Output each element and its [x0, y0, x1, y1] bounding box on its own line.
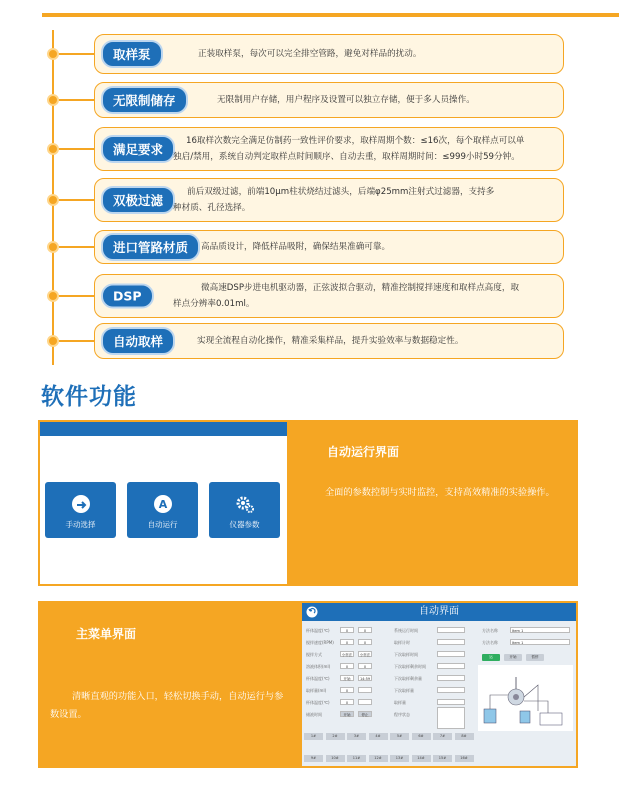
main-menu-title: 主菜单界面	[76, 627, 137, 641]
vessel-tab[interactable]: 3#	[347, 733, 366, 740]
feature-label: DSP	[101, 284, 154, 309]
param-value[interactable]	[358, 687, 372, 693]
feature-label: 进口管路材质	[101, 233, 200, 261]
param-value[interactable]: 开始	[340, 711, 354, 717]
gear-icon	[235, 494, 255, 514]
vessel-tab[interactable]: 8#	[455, 733, 474, 740]
feature-label: 自动取样	[101, 327, 175, 355]
feature-card	[94, 230, 564, 264]
manual-select-icon	[71, 494, 91, 514]
status-label: 程序状态	[394, 712, 410, 717]
timeline-dot	[47, 290, 59, 302]
method-select[interactable]: Item 1	[510, 639, 570, 645]
vessel-tab[interactable]: 7#	[433, 733, 452, 740]
timeline-dot	[47, 94, 59, 106]
vessel-tab[interactable]: 13#	[390, 755, 409, 762]
param-label: 储液时间	[306, 712, 322, 717]
param-label: 杯体温度(℃)	[306, 676, 330, 681]
vessel-tab[interactable]: 14#	[412, 755, 431, 762]
tile-label: 自动运行	[147, 520, 178, 529]
feature-desc-line: 正装取样泵，每次可以完全排空管路，避免对样品的扰动。	[198, 49, 422, 59]
control-button[interactable]: 暂停	[526, 654, 544, 661]
feature-label: 取样泵	[101, 40, 163, 68]
feature-desc	[201, 239, 390, 255]
param-label: 搅拌方式	[306, 652, 322, 657]
auto-run-desc-text: 全面的参数控制与实时监控，支持高效精准的实验操作。	[325, 487, 555, 498]
tile-manual[interactable]	[45, 482, 116, 538]
param-value[interactable]: 0	[358, 639, 372, 645]
status-value	[437, 707, 465, 729]
timeline-dot	[47, 48, 59, 60]
feature-desc	[95, 133, 563, 165]
status-value	[437, 639, 465, 645]
feature-desc-line: 无限制用户存储，用户程序及设置可以独立存储，便于多人员操作。	[217, 95, 475, 105]
param-value[interactable]: 0	[340, 639, 354, 645]
status-value	[437, 663, 465, 669]
auto-run-icon	[153, 494, 173, 514]
status-value	[437, 675, 465, 681]
feature-desc-line: 实现全流程自动化操作，精准采集样品，提升实验效率与数据稳定性。	[197, 336, 464, 346]
vessel-tab[interactable]: 4#	[369, 733, 388, 740]
param-value[interactable]: 0	[340, 663, 354, 669]
timeline-dot	[47, 143, 59, 155]
param-value[interactable]: 0	[340, 627, 354, 633]
auto-run-screenshot	[40, 422, 287, 584]
timeline-dot	[47, 335, 59, 347]
feature-desc-line: 样点分辨率0.01ml。	[173, 299, 255, 309]
main-menu-screenshot	[302, 603, 576, 766]
timeline-connector	[59, 295, 96, 297]
auto-run-desc	[303, 484, 563, 501]
param-value[interactable]: 小杯法	[341, 653, 353, 657]
param-value[interactable]: 0	[340, 687, 354, 693]
vessel-tab[interactable]: 16#	[455, 755, 474, 762]
back-icon[interactable]	[306, 606, 318, 618]
auto-run-title: 自动运行界面	[327, 445, 400, 459]
param-value[interactable]	[358, 699, 372, 705]
param-label: 杯体温度(℃)	[306, 628, 330, 633]
status-label: 下次取样剩余量	[394, 676, 422, 681]
status-label: 下次取样时间	[394, 652, 418, 657]
status-label: 取样量	[394, 700, 406, 705]
status-label: 下次取样剩余时间	[394, 664, 426, 669]
feature-card	[94, 82, 564, 118]
status-label: 下次取样量	[394, 688, 414, 693]
timeline-dot	[47, 194, 59, 206]
feature-desc-line: 高品质设计，降低样品吸附，确保结果准确可靠。	[201, 242, 391, 252]
method-label: 方法名称	[482, 628, 498, 633]
section-title: 软件功能	[41, 384, 137, 410]
method-label: 方法名称	[482, 640, 498, 645]
vessel-tab[interactable]: 10#	[326, 755, 345, 762]
screen-header	[40, 422, 287, 436]
svg-text:A: A	[158, 498, 167, 511]
feature-label: 无限制储存	[101, 86, 188, 114]
timeline-connector	[59, 199, 96, 201]
vessel-tab[interactable]: 6#	[412, 733, 431, 740]
vessel-tab[interactable]: 15#	[433, 755, 452, 762]
feature-desc	[95, 184, 563, 216]
feature-desc-line: 微高速DSP步进电机驱动器，正弦波拟合驱动，精准控制搅拌速度和取样点高度，取	[201, 283, 520, 293]
control-button[interactable]: 开始	[504, 654, 522, 661]
tile-label: 仪器参数	[229, 520, 260, 529]
feature-label: 双极过滤	[101, 186, 175, 214]
feature-desc-line: 种材质、孔径选择。	[173, 203, 251, 213]
feature-desc	[95, 280, 563, 312]
tile-label: 手动选择	[65, 520, 96, 529]
feature-card	[94, 127, 564, 171]
status-label: 取样计时	[394, 640, 410, 645]
vessel-tab[interactable]: 2#	[326, 733, 345, 740]
status-value	[437, 687, 465, 693]
main-menu-desc	[50, 688, 292, 724]
param-value[interactable]: 0	[358, 627, 372, 633]
param-label: 溶液体积(ml)	[306, 664, 331, 669]
status-label: 系统运行时间	[394, 628, 418, 633]
vessel-tab[interactable]: 12#	[369, 755, 388, 762]
method-select[interactable]: Item 1	[510, 627, 570, 633]
feature-desc-line: 前后双级过滤，前端10μm柱状烧结过滤头，后端φ25mm注射式过滤器，支持多	[187, 187, 495, 197]
param-value[interactable]: 0	[358, 663, 372, 669]
top-accent-bar	[42, 13, 619, 17]
timeline-connector	[59, 53, 96, 55]
vessel-tab[interactable]: 5#	[390, 733, 409, 740]
sampling-diagram	[478, 665, 573, 731]
feature-desc-line: 16取样次数完全满足仿制药一致性评价要求，取样周期个数：≤16次，每个取样点可以单	[186, 136, 525, 146]
screen-title: 自动界面	[419, 606, 459, 617]
param-label: 搅拌速度(RPM)	[306, 640, 334, 645]
timeline-connector	[59, 148, 96, 150]
feature-label: 满足要求	[101, 135, 175, 163]
param-value[interactable]: 14:59	[359, 677, 371, 681]
feature-desc	[198, 46, 421, 62]
status-value	[437, 627, 465, 633]
param-value[interactable]: 开始	[340, 675, 354, 681]
timeline-connector	[59, 246, 96, 248]
feature-desc	[217, 92, 475, 108]
param-value[interactable]: 0	[340, 699, 354, 705]
feature-card	[94, 323, 564, 359]
feature-card	[94, 34, 564, 74]
main-menu-desc-text: 清晰直观的功能入口，轻松切换手动，自动运行与参数设置。	[50, 691, 284, 720]
timeline-connector	[59, 340, 96, 342]
status-value	[437, 651, 465, 657]
vessel-tab[interactable]: 11#	[347, 755, 366, 762]
status-value	[437, 699, 465, 705]
vessel-tab[interactable]: 1#	[304, 733, 323, 740]
param-label: 取样量(ml)	[306, 688, 327, 693]
timeline-dot	[47, 241, 59, 253]
feature-desc	[197, 333, 463, 349]
control-button[interactable]: 运	[482, 654, 500, 661]
feature-card	[94, 178, 564, 222]
param-value[interactable]: 小杯法	[359, 653, 371, 657]
feature-card	[94, 274, 564, 318]
param-value[interactable]: 停止	[358, 711, 372, 717]
screen-header	[302, 603, 576, 621]
vessel-tab[interactable]: 9#	[304, 755, 323, 762]
param-label: 杯体温度(℃)	[306, 700, 330, 705]
feature-desc-line: 独启/禁用，系统自动判定取样点时间顺序、自动去重，取样周期时间：≤999小时59分钟。	[173, 152, 520, 162]
tile-auto-run[interactable]	[127, 482, 198, 538]
tile-instrument-params[interactable]	[209, 482, 280, 538]
timeline-connector	[59, 99, 96, 101]
